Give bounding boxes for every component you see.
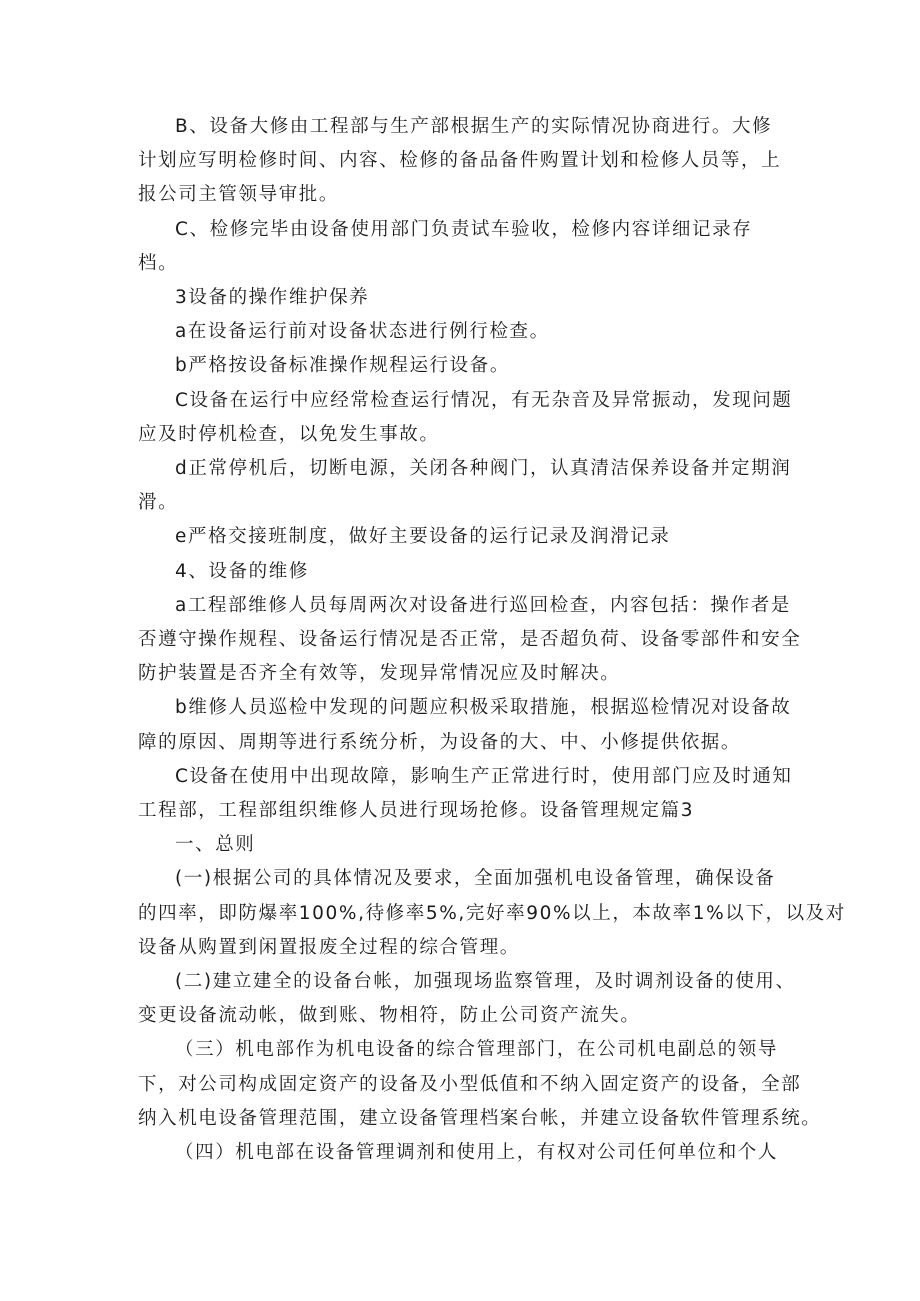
paragraph-repair-item-a xyxy=(138,589,802,692)
text-line: 滑。 xyxy=(138,492,179,514)
text-line: 报公司主管领导审批。 xyxy=(138,184,340,206)
paragraph-repair-item-c xyxy=(138,760,798,828)
paragraph-rule-1 xyxy=(138,862,846,965)
text-line: b维修人员巡检中发现的问题应积极采取措施，根据巡检情况对设备故 xyxy=(175,697,792,719)
text-line: 设备从购置到闲置报废全过程的综合管理。 xyxy=(138,936,520,958)
text-line: d正常停机后，切断电源，关闭各种阀门，认真清洁保养设备并定期润 xyxy=(175,458,792,480)
text-line: C、检修完毕由设备使用部门负责试车验收，检修内容详细记录存 xyxy=(175,218,753,240)
text-line: b严格按设备标准操作规程运行设备。 xyxy=(175,355,510,377)
text-line: 应及时停机检查，以免发生事故。 xyxy=(138,423,440,445)
document-body xyxy=(138,110,846,1170)
paragraph-rule-4 xyxy=(138,1136,798,1170)
text-line: 防护装置是否齐全有效等，发现异常情况应及时解决。 xyxy=(138,663,621,685)
text-line: 档。 xyxy=(138,252,179,274)
section-heading-general-rules xyxy=(138,828,798,862)
section-heading-operation-maintenance xyxy=(138,281,798,315)
paragraph-item-c xyxy=(138,384,798,452)
text-line: (一)根据公司的具体情况及要求，全面加强机电设备管理，确保设备 xyxy=(175,868,776,890)
paragraph-rule-2 xyxy=(138,965,798,1033)
text-line: 变更设备流动帐，做到账、物相符，防止公司资产流失。 xyxy=(138,1005,641,1027)
text-line: a工程部维修人员每周两次对设备进行巡回检查，内容包括：操作者是 xyxy=(175,594,791,616)
text-line: C设备在使用中出现故障，影响生产正常进行时，使用部门应及时通知 xyxy=(175,765,793,787)
paragraph-repair-item-b xyxy=(138,691,798,759)
text-line: 的四率，即防爆率100%,待修率5%,完好率90%以上，本故率1%以下，以及对 xyxy=(138,902,846,924)
paragraph-item-a xyxy=(138,315,798,349)
paragraph-major-repair xyxy=(138,110,798,213)
paragraph-rule-3 xyxy=(138,1033,822,1136)
paragraph-item-b xyxy=(138,349,798,383)
paragraph-item-e xyxy=(138,520,798,554)
text-line: C设备在运行中应经常检查运行情况，有无杂音及异常振动，发现问题 xyxy=(175,389,793,411)
text-line: 3设备的操作维护保养 xyxy=(175,287,370,309)
text-line: 工程部，工程部组织维修人员进行现场抢修。设备管理规定篇3 xyxy=(138,800,695,822)
paragraph-item-d xyxy=(138,452,798,520)
section-heading-equipment-repair xyxy=(138,555,798,589)
text-line: 纳入机电设备管理范围，建立设备管理档案台帐，并建立设备软件管理系统。 xyxy=(138,1107,822,1129)
text-line: 否遵守操作规程、设备运行情况是否正常，是否超负荷、设备零部件和安全 xyxy=(138,629,802,651)
text-line: 4、设备的维修 xyxy=(175,560,309,582)
text-line: （四）机电部在设备管理调剂和使用上，有权对公司任何单位和个人 xyxy=(175,1142,779,1164)
text-line: a在设备运行前对设备状态进行例行检查。 xyxy=(175,321,550,343)
text-line: 障的原因、周期等进行系统分析，为设备的大、中、小修提供依据。 xyxy=(138,731,742,753)
text-line: 下，对公司构成固定资产的设备及小型低值和不纳入固定资产的设备，全部 xyxy=(138,1073,802,1095)
text-line: B、设备大修由工程部与生产部根据生产的实际情况协商进行。大修 xyxy=(175,116,773,137)
paragraph-repair-acceptance xyxy=(138,213,798,281)
text-line: 一、总则 xyxy=(175,834,256,856)
text-line: e严格交接班制度，做好主要设备的运行记录及润滑记录 xyxy=(175,526,671,548)
text-line: (二)建立建全的设备台帐，加强现场监察管理，及时调剂设备的使用、 xyxy=(175,971,796,993)
text-line: 计划应写明检修时间、内容、检修的备品备件购置计划和检修人员等，上 xyxy=(138,150,782,172)
text-line: （三）机电部作为机电设备的综合管理部门，在公司机电副总的领导 xyxy=(175,1039,779,1061)
